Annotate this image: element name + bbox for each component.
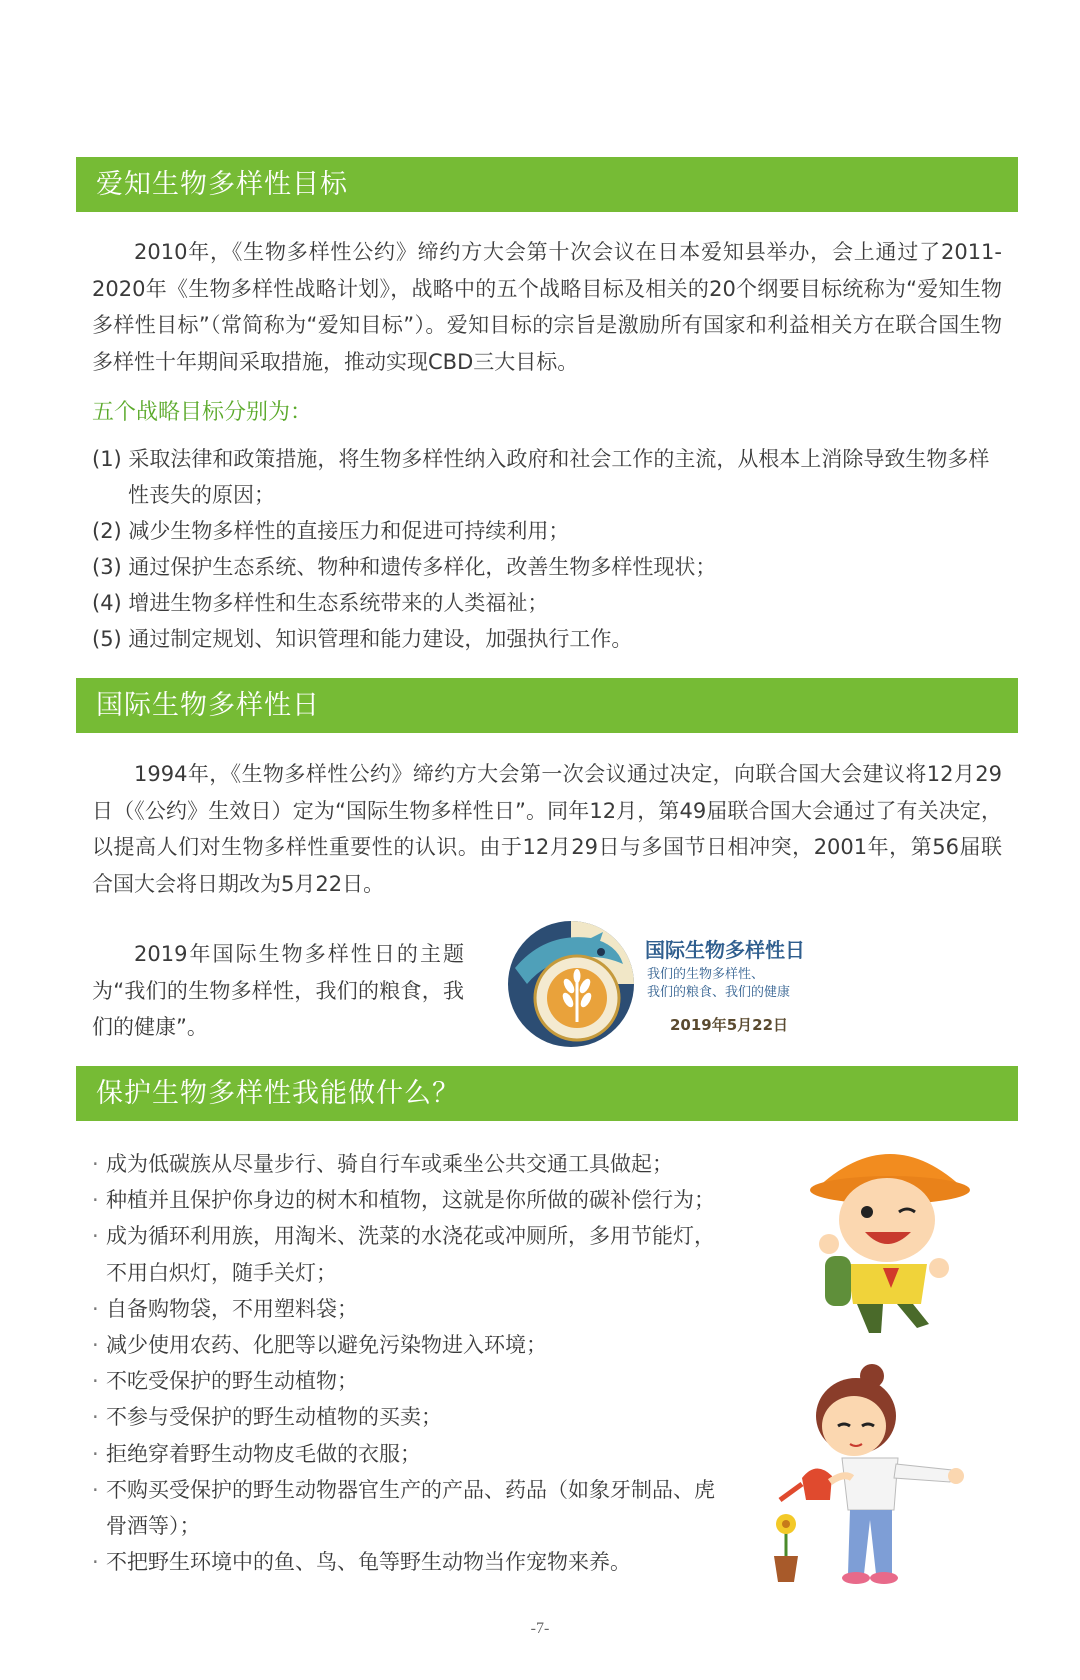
list-item: · 不把野生环境中的鱼、鸟、龟等野生动物当作宠物来养。 <box>92 1544 732 1580</box>
list-item: · 拒绝穿着野生动物皮毛做的衣服； <box>92 1436 732 1472</box>
strategic-goals-subhead: 五个战略目标分别为： <box>92 400 313 425</box>
biodiversity-day-logo <box>505 918 825 1048</box>
logo-subtitle-line-2: 我们的粮食、我们的健康 <box>647 985 791 1000</box>
cartoon-girl-watering-icon <box>772 1360 972 1590</box>
section-title-aichi: 爱知生物多样性目标 <box>76 157 1018 212</box>
fish-grain-emblem-icon <box>505 918 637 1050</box>
goal-item-1: (1) 采取法律和政策措施，将生物多样性纳入政府和社会工作的主流，从根本上消除导致生物多样性丧失的原因； <box>92 447 990 507</box>
theme-paragraph-text: 2019年国际生物多样性日的主题为“我们的生物多样性，我们的粮食，我们的健康”。 <box>92 942 464 1039</box>
list-item: · 不吃受保护的野生动植物； <box>92 1363 732 1399</box>
logo-title: 国际生物多样性日 <box>645 938 805 962</box>
goal-item-4: (4) 增进生物多样性和生态系统带来的人类福祉； <box>92 591 549 615</box>
action-list <box>92 1146 732 1580</box>
list-item: · 不购买受保护的野生动物器官生产的产品、药品（如象牙制品、虎骨酒等）； <box>92 1472 732 1544</box>
section-title-what-can-i-do: 保护生物多样性我能做什么？ <box>76 1066 1018 1121</box>
page-number: -7- <box>530 1620 550 1637</box>
logo-subtitle-line-1: 我们的生物多样性、 <box>647 967 765 982</box>
list-item: · 减少使用农药、化肥等以避免污染物进入环境； <box>92 1327 732 1363</box>
section-title-biodiversity-day: 国际生物多样性日 <box>76 678 1018 733</box>
cartoon-boy-icon <box>805 1128 975 1338</box>
aichi-paragraph <box>92 234 1002 380</box>
goal-item-2: (2) 减少生物多样性的直接压力和促进可持续利用； <box>92 519 570 543</box>
list-item: · 成为循环利用族，用淘米、洗菜的水浇花或冲厕所，多用节能灯，不用白炽灯，随手关灯； <box>92 1218 732 1290</box>
goal-item-5: (5) 通过制定规划、知识管理和能力建设，加强执行工作。 <box>92 627 633 651</box>
biodiversity-day-paragraph-text: 1994年，《生物多样性公约》缔约方大会第一次会议通过决定，向联合国大会建议将12月29日（《公约》生效日）定为“国际生物多样性日”。同年12月，第49届联合国大会通过了有关决定，以提高人们对生物多样性重要性的认识。由于12月29日与多国节日相冲突，2001年，第56届联合国大会将日期改为5月22日。 <box>92 762 1002 896</box>
list-item: · 自备购物袋，不用塑料袋； <box>92 1291 732 1327</box>
goal-item-3: (3) 通过保护生态系统、物种和遗传多样化，改善生物多样性现状； <box>92 555 717 579</box>
aichi-paragraph-text: 2010年，《生物多样性公约》缔约方大会第十次会议在日本爱知县举办，会上通过了2011-2020年《生物多样性战略计划》，战略中的五个战略目标及相关的20个纲要目标统称为“爱知生物多样性目标”（常简称为“爱知目标”）。爱知目标的宗旨是激励所有国家和利益相关方在联合国生物多样性十年期间采取措施，推动实现CBD三大目标。 <box>92 240 1002 374</box>
theme-paragraph <box>92 936 464 1046</box>
list-item: · 不参与受保护的野生动植物的买卖； <box>92 1399 732 1435</box>
list-item: · 成为低碳族从尽量步行、骑自行车或乘坐公共交通工具做起； <box>92 1146 732 1182</box>
logo-date: 2019年5月22日 <box>670 1016 789 1034</box>
biodiversity-day-paragraph <box>92 756 1002 902</box>
list-item: · 种植并且保护你身边的树木和植物，这就是你所做的碳补偿行为； <box>92 1182 732 1218</box>
